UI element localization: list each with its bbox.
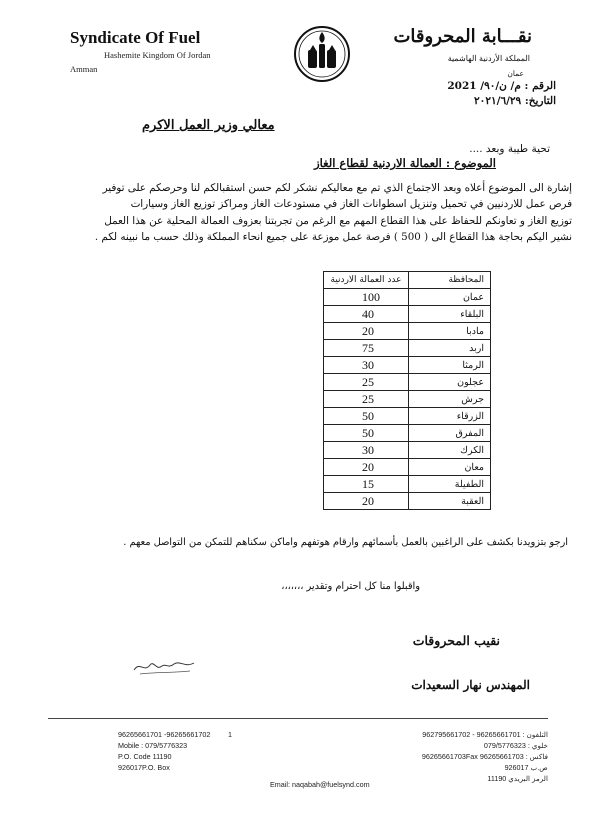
- addressee: معالي وزير العمل الاكرم: [142, 118, 275, 133]
- governorate-cell: البلقاء: [409, 306, 491, 323]
- governorate-cell: معان: [409, 459, 491, 476]
- governorate-cell: المفرق: [409, 425, 491, 442]
- footer-marker: 1: [228, 730, 232, 739]
- arabic-country: المملكة الأردنية الهاشمية: [447, 54, 530, 63]
- reference-number: الرقم : م/ ن/٩٠/ 2021: [447, 80, 556, 92]
- count-cell: 75: [324, 340, 409, 357]
- footer-line: خلوي : 079/5776323: [483, 741, 548, 750]
- signer-title: نقيب المحروقات: [412, 633, 500, 648]
- governorate-cell: عجلون: [409, 374, 491, 391]
- table-row: [324, 340, 491, 357]
- footer-email: Email: naqabah@fuelsynd.com: [270, 780, 370, 789]
- table-row: [324, 493, 491, 510]
- governorate-cell: الكرك: [409, 442, 491, 459]
- handwritten-signature: [130, 655, 200, 677]
- table-row: [324, 391, 491, 408]
- table-row: [324, 425, 491, 442]
- table-row: [324, 476, 491, 493]
- table-row: [324, 306, 491, 323]
- governorate-cell: الرمثا: [409, 357, 491, 374]
- count-cell: 20: [324, 493, 409, 510]
- governorate-table: [323, 271, 491, 510]
- paragraph-line: فرص عمل للاردنيين في تحميل وتنزيل اسطوانات الغاز في مستودعات الغاز ومراكز توزيع الغاز وسيارات: [130, 198, 572, 211]
- table-row: [324, 289, 491, 306]
- governorate-cell: الزرقاء: [409, 408, 491, 425]
- english-org-name: Syndicate Of Fuel: [70, 28, 201, 47]
- governorate-cell: عمان: [409, 289, 491, 306]
- header-governorate: المحافظة: [409, 272, 491, 289]
- count-cell: 40: [324, 306, 409, 323]
- footer-line: الرمز البريدي 11190: [487, 774, 548, 783]
- paragraph-line: توزيع الغاز و تعاونكم للحفاظ على هذا القطاع المهم مع الرغم من تجربتنا بعزوف العمالة المحلية عن هذا العمل: [104, 214, 572, 227]
- count-cell: 50: [324, 425, 409, 442]
- english-country: Hashemite Kingdom Of Jordan: [104, 50, 211, 60]
- count-cell: 15: [324, 476, 409, 493]
- request-line: ارجو بتزويدنا بكشف على الراغبين بالعمل بأسمائهم وارقام هوتفهم واماكن سكناهم للتمكن من التواصل معهم .: [123, 537, 568, 548]
- greeting: تحية طيبة وبعد ....: [469, 143, 550, 155]
- count-cell: 100: [324, 289, 409, 306]
- footer-contact-arabic: [422, 729, 548, 784]
- paragraph-line: نشير اليكم بحاجة هذا القطاع الى ( 500 ) فرصة عمل موزعة على جميع انحاء المملكة وذلك حسب ما نبينه لكم .: [94, 230, 572, 243]
- governorate-cell: اربد: [409, 340, 491, 357]
- footer-line: Mobile : 079/5776323: [118, 741, 188, 750]
- count-cell: 50: [324, 408, 409, 425]
- count-cell: 20: [324, 323, 409, 340]
- footer-line: 926017P.O. Box: [118, 763, 170, 772]
- footer-divider: [48, 718, 548, 719]
- header-count: عدد العمالة الاردنية: [324, 272, 409, 289]
- english-city: Amman: [70, 64, 98, 74]
- footer-contact-english: [118, 729, 210, 773]
- count-cell: 25: [324, 391, 409, 408]
- footer-line: ص.ب 926017: [504, 763, 548, 772]
- subject-line: الموضوع : العمالة الاردنية لقطاع الغاز: [314, 156, 496, 170]
- footer-line: التلفون : 96265661701 - 962795661702: [422, 730, 548, 739]
- governorate-cell: جرش: [409, 391, 491, 408]
- arabic-org-name: نقـــابة المحروقات: [393, 26, 532, 47]
- table-row: [324, 357, 491, 374]
- table-row: [324, 442, 491, 459]
- table-header-row: [324, 272, 491, 289]
- count-cell: 30: [324, 442, 409, 459]
- table-row: [324, 459, 491, 476]
- signer-name: المهندس نهار السعيدات: [411, 678, 530, 692]
- governorate-cell: الطفيلة: [409, 476, 491, 493]
- footer-line: P.O. Code 11190: [118, 752, 172, 761]
- arabic-city: عمان: [507, 69, 524, 78]
- footer-line: 96265661701 -96265661702: [118, 730, 211, 739]
- table-row: [324, 374, 491, 391]
- paragraph-line: إشارة الى الموضوع أعلاه وبعد الاجتماع الذي تم مع معاليكم نشكر لكم حسن استقبالكم لنا وحرصكم على توفير: [102, 182, 572, 194]
- governorate-cell: مادبا: [409, 323, 491, 340]
- table-row: [324, 408, 491, 425]
- count-cell: 20: [324, 459, 409, 476]
- closing-line: واقبلوا منا كل احترام وتقدير ،،،،،،،: [281, 581, 420, 592]
- letter-paragraph: [62, 180, 572, 245]
- governorate-cell: العقبة: [409, 493, 491, 510]
- footer-line: فاكس : 96265661703Fax 96265661703: [421, 752, 548, 761]
- letter-date: التاريخ: ٢٠٢١/٦/٢٩: [474, 95, 556, 107]
- syndicate-logo: [292, 24, 352, 84]
- table-row: [324, 323, 491, 340]
- count-cell: 25: [324, 374, 409, 391]
- count-cell: 30: [324, 357, 409, 374]
